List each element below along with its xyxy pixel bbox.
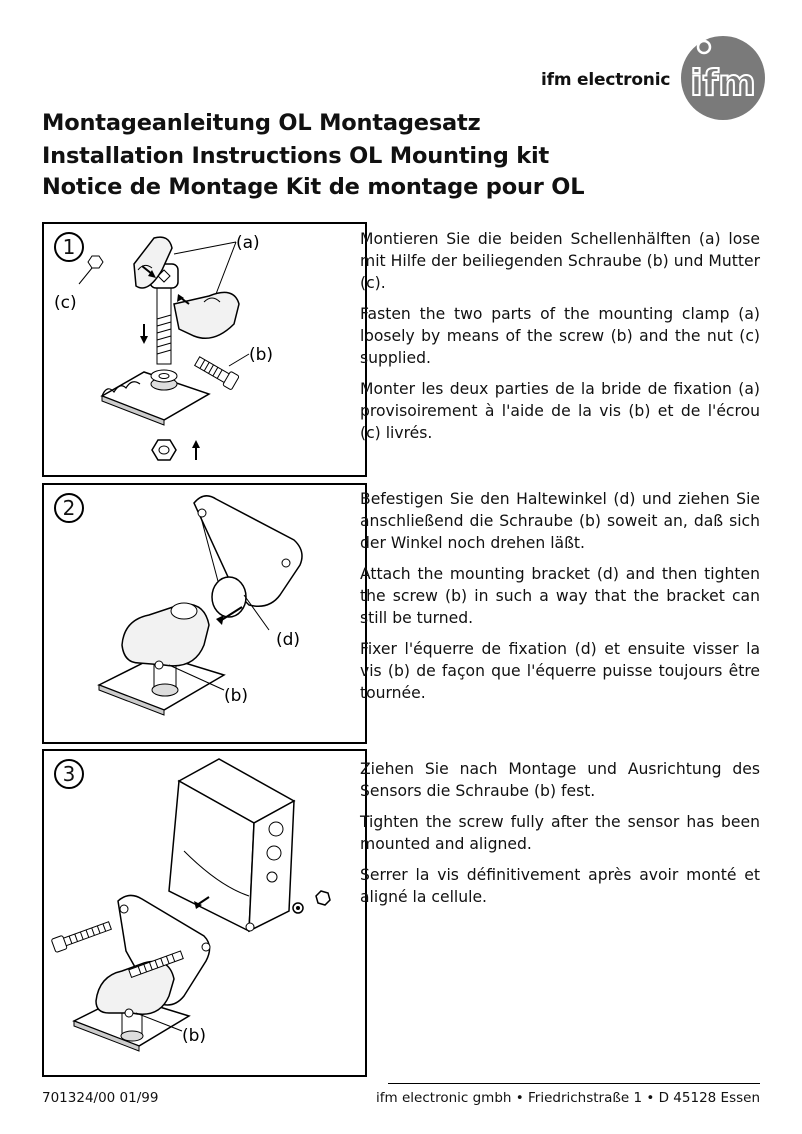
title-de: Montageanleitung OL Montagesatz (42, 110, 481, 136)
label-d: (d) (276, 630, 301, 650)
step-number: 2 (54, 493, 84, 523)
footer-divider (388, 1083, 760, 1084)
text-en: Tighten the screw fully after the sensor has been mounted and aligned. (360, 813, 760, 853)
sensor-mount-drawing (44, 751, 365, 1075)
step-1-text (360, 228, 760, 453)
title-en: Installation Instructions OL Mounting kit (42, 143, 550, 169)
text-en: Fasten the two parts of the mounting clamp (a) loosely by means of the screw (b) and the nut (c) supplied. (360, 305, 760, 367)
title-fr: Notice de Montage Kit de montage pour OL (42, 174, 585, 200)
document-number: 701324/00 01/99 (42, 1090, 159, 1106)
text-fr: Fixer l'équerre de fixation (d) et ensuite visser la vis (b) de façon que l'équerre puisse toujours être tournée. (360, 640, 760, 702)
text-en: Attach the mounting bracket (d) and then tighten the screw (b) in such a way that the bracket can still be turned. (360, 565, 760, 627)
ifm-logo (680, 35, 766, 121)
step-number: 3 (54, 759, 84, 789)
label-b: (b) (224, 686, 249, 706)
text-fr: Monter les deux parties de la bride de fixation (a) provisoirement à l'aide de la vis (b) et de l'écrou (c) livrés. (360, 380, 760, 442)
step-number: 1 (54, 232, 84, 262)
step-3-text (360, 758, 760, 917)
bracket-attach-drawing (44, 485, 365, 742)
step-2-illustration (42, 483, 367, 744)
brand-name: ifm electronic (541, 70, 671, 90)
step-2-text (360, 488, 760, 713)
clamp-assembly-drawing (44, 224, 365, 475)
label-c: (c) (54, 293, 77, 313)
logo-text: ifm (690, 63, 756, 104)
company-address: ifm electronic gmbh • Friedrichstraße 1 • D 45128 Essen (376, 1090, 760, 1106)
label-a: (a) (236, 233, 260, 253)
text-de: Ziehen Sie nach Montage und Ausrichtung des Sensors die Schraube (b) fest. (360, 760, 760, 800)
text-de: Montieren Sie die beiden Schellenhälften (a) lose mit Hilfe der beiliegenden Schraube (b) und Mutter (c). (360, 230, 760, 292)
step-3-illustration (42, 749, 367, 1077)
label-b: (b) (182, 1026, 207, 1046)
label-b: (b) (249, 345, 274, 365)
step-1-illustration (42, 222, 367, 477)
text-de: Befestigen Sie den Haltewinkel (d) und ziehen Sie anschließend die Schraube (b) soweit an, daß sich der Winkel noch drehen läßt. (360, 490, 760, 552)
text-fr: Serrer la vis définitivement après avoir monté et aligné la cellule. (360, 866, 760, 906)
